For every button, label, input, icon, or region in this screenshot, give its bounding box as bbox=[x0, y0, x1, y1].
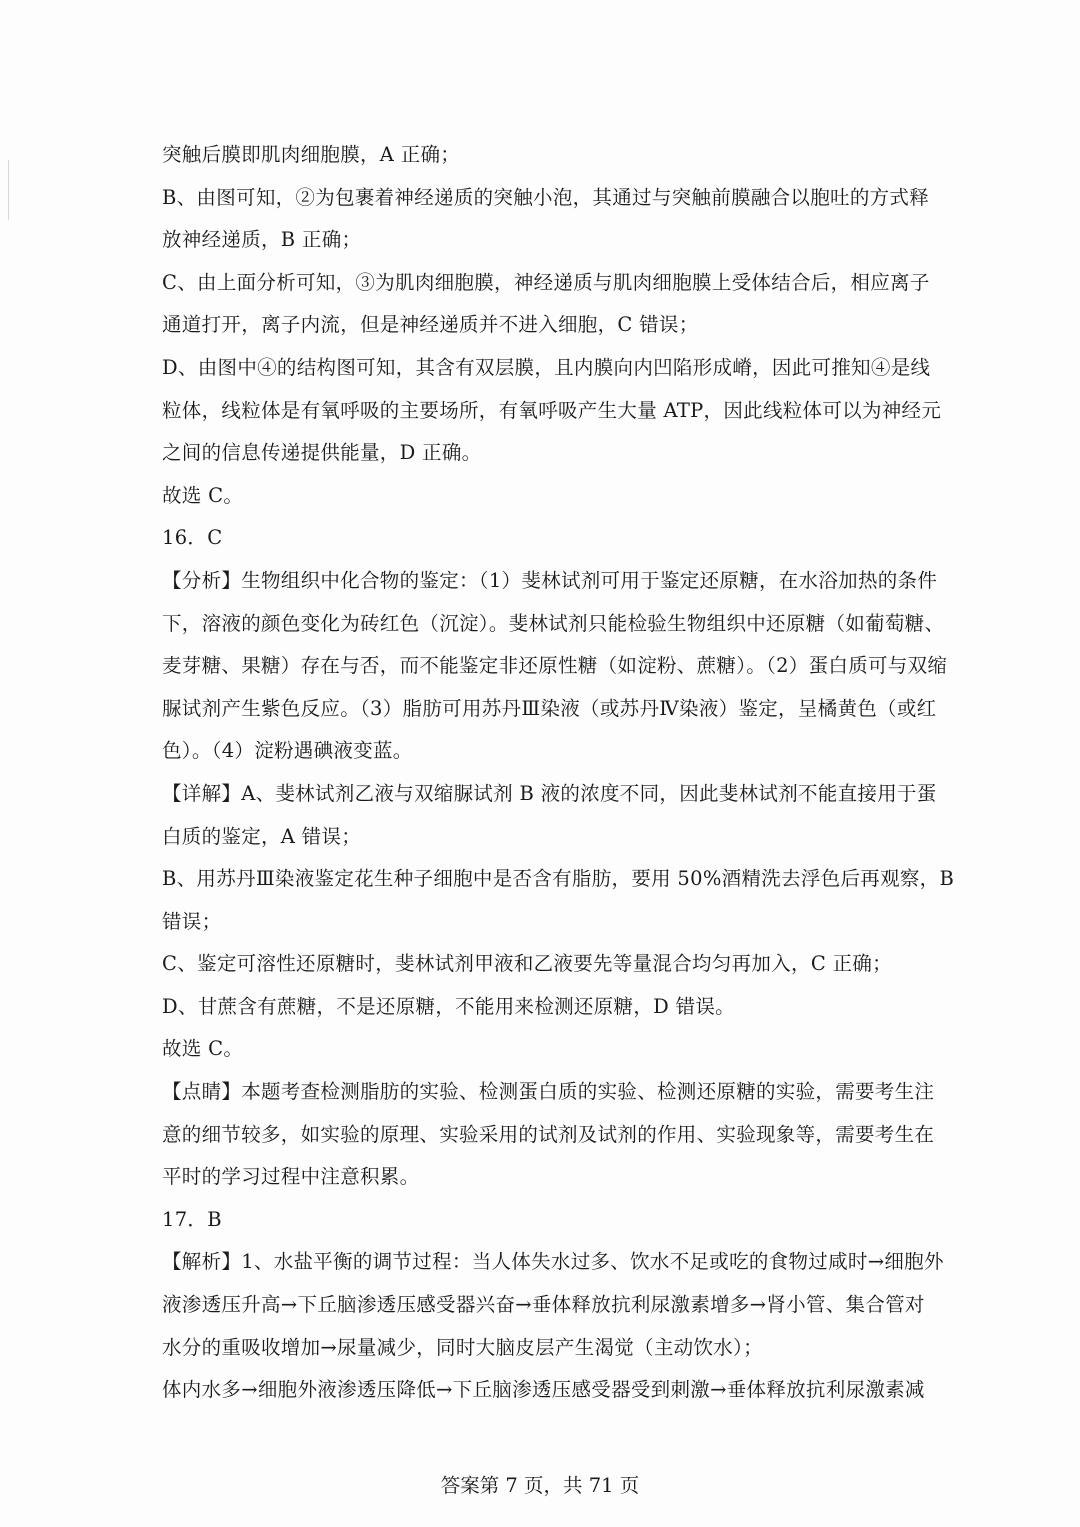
question-number: 16．C bbox=[162, 526, 223, 550]
question-number: 17．B bbox=[162, 1207, 222, 1231]
text-line: 【详解】A、斐林试剂乙液与双缩脲试剂 B 液的浓度不同，因此斐林试剂不能直接用于蛋 bbox=[162, 781, 937, 805]
text-line: 下，溶液的颜色变化为砖红色（沉淀）。斐林试剂只能检验生物组织中还原糖（如葡萄糖、 bbox=[162, 611, 945, 635]
text-line: D、由图中④的结构图可知，其含有双层膜，且内膜向内凹陷形成嵴，因此可推知④是线 bbox=[162, 355, 931, 379]
text-line: 平时的学习过程中注意积累。 bbox=[162, 1165, 420, 1189]
text-line: 错误； bbox=[162, 909, 222, 933]
text-line: B、用苏丹Ⅲ染液鉴定花生种子细胞中是否含有脂肪，要用 50%酒精洗去浮色后再观察，B bbox=[162, 867, 955, 891]
text-line: 粒体，线粒体是有氧呼吸的主要场所，有氧呼吸产生大量 ATP，因此线粒体可以为神经元 bbox=[162, 398, 942, 422]
text-line: 白质的鉴定，A 错误； bbox=[162, 824, 362, 848]
text-line: C、鉴定可溶性还原糖时，斐林试剂甲液和乙液要先等量混合均匀再加入，C 正确； bbox=[162, 952, 892, 976]
answer-text-body bbox=[162, 134, 955, 1412]
text-line: C、由上面分析可知，③为肌肉细胞膜，神经递质与肌肉细胞膜上受体结合后，相应离子 bbox=[162, 270, 930, 294]
text-line: 之间的信息传递提供能量，D 正确。 bbox=[162, 441, 482, 465]
scan-edge-mark bbox=[8, 160, 9, 220]
text-line: 水分的重吸收增加→尿量减少，同时大脑皮层产生渴觉（主动饮水）； bbox=[162, 1335, 763, 1359]
text-line: 【点睛】本题考查检测脂肪的实验、检测蛋白质的实验、检测还原糖的实验，需要考生注 bbox=[162, 1080, 935, 1104]
text-line: 故选 C。 bbox=[162, 1037, 244, 1061]
text-line: 【分析】生物组织中化合物的鉴定：（1）斐林试剂可用于鉴定还原糖，在水浴加热的条件 bbox=[162, 568, 938, 592]
text-line: 麦芽糖、果糖）存在与否，而不能鉴定非还原性糖（如淀粉、蔗糖）。（2）蛋白质可与双缩 bbox=[162, 654, 948, 678]
text-line: 脲试剂产生紫色反应。（3）脂肪可用苏丹Ⅲ染液（或苏丹Ⅳ染液）鉴定，呈橘黄色（或红 bbox=[162, 696, 937, 720]
text-line: 意的细节较多，如实验的原理、实验采用的试剂及试剂的作用、实验现象等，需要考生在 bbox=[162, 1122, 935, 1146]
text-line: 故选 C。 bbox=[162, 483, 244, 507]
text-line: 色）。（4）淀粉遇碘液变蓝。 bbox=[162, 739, 413, 763]
text-line: B、由图可知，②为包裹着神经递质的突触小泡，其通过与突触前膜融合以胞吐的方式释 bbox=[162, 185, 930, 209]
text-line: 体内水多→细胞外液渗透压降低→下丘脑渗透压感受器受到刺激→垂体释放抗利尿激素减 bbox=[162, 1378, 925, 1402]
text-line: 液渗透压升高→下丘脑渗透压感受器兴奋→垂体释放抗利尿激素增多→肾小管、集合管对 bbox=[162, 1293, 925, 1317]
page-footer: 答案第 7 页，共 71 页 bbox=[440, 1474, 640, 1497]
text-line: D、甘蔗含有蔗糖，不是还原糖，不能用来检测还原糖，D 错误。 bbox=[162, 994, 735, 1018]
text-line: 通道打开，离子内流，但是神经递质并不进入细胞，C 错误； bbox=[162, 313, 699, 337]
text-line: 【解析】1、水盐平衡的调节过程：当人体失水过多、饮水不足或吃的食物过咸时→细胞外 bbox=[162, 1250, 944, 1274]
text-line: 突触后膜即肌肉细胞膜，A 正确； bbox=[162, 143, 461, 166]
text-line: 放神经递质，B 正确； bbox=[162, 228, 362, 252]
